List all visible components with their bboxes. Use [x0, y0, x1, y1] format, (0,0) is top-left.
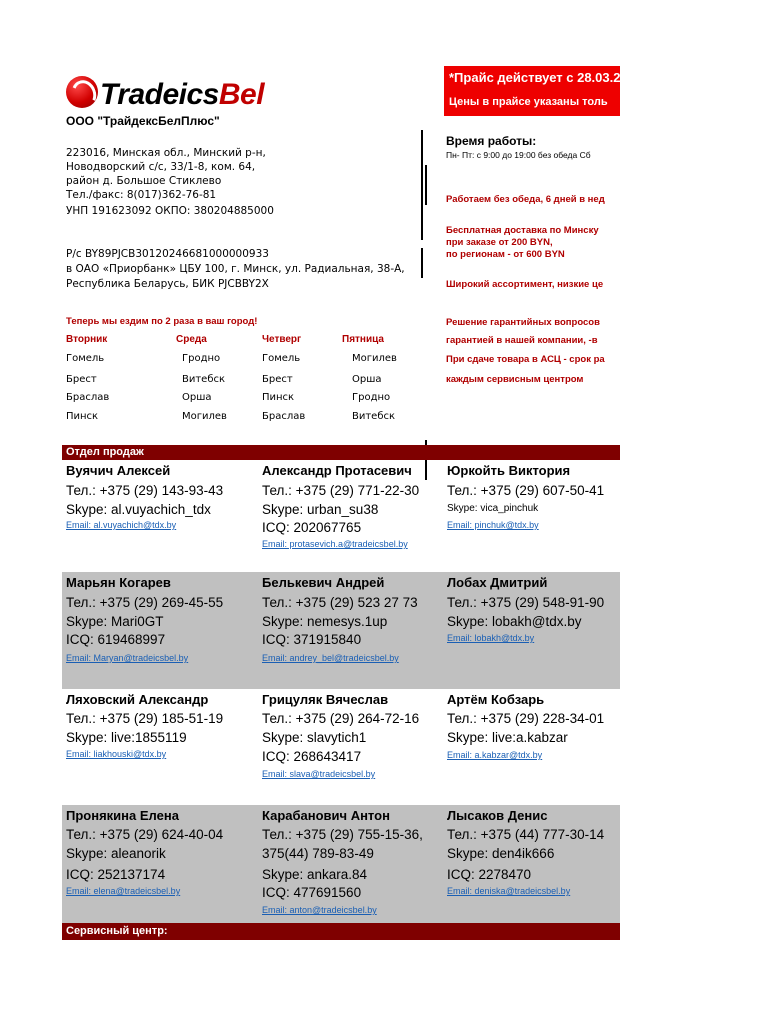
delivery-line: Бесплатная доставка по Минску — [446, 225, 599, 236]
contact-card — [447, 808, 620, 920]
schedule-city: Браслав — [262, 411, 306, 422]
contact-skype: Skype: aleanorik — [66, 846, 166, 861]
contact-name: Пронякина Елена — [66, 808, 179, 823]
schedule-city: Могилев — [182, 411, 227, 422]
contact-skype: Skype: live:a.kabzar — [447, 730, 568, 745]
warranty-line: Решение гарантийных вопросов — [446, 317, 600, 328]
contact-phone-secondary: 375(44) 789-83-49 — [262, 846, 374, 861]
contact-name: Белькевич Андрей — [262, 575, 385, 590]
contact-email-link[interactable]: Email: liakhouski@tdx.by — [66, 749, 167, 759]
schedule-city: Гродно — [352, 392, 391, 403]
contact-card — [66, 808, 246, 920]
schedule-city: Могилев — [352, 353, 397, 364]
schedule-city: Витебск — [182, 374, 226, 385]
schedule-city: Орша — [182, 392, 212, 403]
contact-phone: Тел.: +375 (29) 607-50-41 — [447, 483, 605, 498]
contact-phone: Тел.: +375 (44) 777-30-14 — [447, 827, 605, 842]
contact-card — [262, 692, 442, 792]
contact-skype: Skype: vica_pinchuk — [447, 503, 539, 514]
contact-email-link[interactable]: Email: andrey_bel@tradeicsbel.by — [262, 653, 399, 663]
contact-name: Карабанович Антон — [262, 808, 390, 823]
contact-skype: Skype: urban_su38 — [262, 502, 379, 517]
contact-phone: Тел.: +375 (29) 755-15-36, — [262, 827, 423, 842]
contact-skype: Skype: live:1855119 — [66, 730, 187, 745]
contact-skype: Skype: den4ik666 — [447, 846, 555, 861]
delivery-line: при заказе от 200 BYN, — [446, 237, 553, 248]
contact-icq: ICQ: 371915840 — [262, 632, 362, 647]
contact-name: Юркойть Виктория — [447, 463, 571, 478]
contact-email-link[interactable]: Email: anton@tradeicsbel.by — [262, 905, 377, 915]
divider — [421, 248, 423, 278]
contact-phone: Тел.: +375 (29) 269-45-55 — [66, 595, 224, 610]
schedule-city: Витебск — [352, 411, 396, 422]
contact-card — [262, 463, 442, 563]
contact-name: Александр Протасевич — [262, 463, 412, 478]
day-wednesday: Среда — [176, 334, 207, 345]
schedule-city: Пинск — [66, 411, 99, 422]
assortment-text: Широкий ассортимент, низкие це — [446, 279, 604, 290]
bank-account: Р/с BY89PJCB30120246681000000933 — [66, 248, 269, 260]
warranty-line: При сдаче товара в АСЦ - срок ра — [446, 354, 605, 365]
contact-name: Ляховский Александр — [66, 692, 209, 707]
schedule-city: Брест — [66, 374, 97, 385]
notice-prices: Цены в прайсе указаны толь — [449, 96, 608, 108]
delivery-line: по регионам - от 600 BYN — [446, 249, 565, 260]
schedule-city: Орша — [352, 374, 382, 385]
contact-phone: Тел.: +375 (29) 143-93-43 — [66, 483, 224, 498]
sales-section-header: Отдел продаж — [62, 445, 620, 460]
service-section-header: Сервисный центр: — [62, 923, 620, 940]
contact-icq: ICQ: 202067765 — [262, 520, 362, 535]
day-friday: Пятница — [342, 334, 384, 345]
contact-name: Вуячич Алексей — [66, 463, 171, 478]
schedule-city: Гомель — [66, 353, 105, 364]
address-line: Новодворский с/с, 33/1-8, ком. 64, — [66, 161, 256, 173]
contact-email-link[interactable]: Email: pinchuk@tdx.by — [447, 520, 539, 530]
contact-phone: Тел.: +375 (29) 771-22-30 — [262, 483, 420, 498]
contact-name: Лысаков Денис — [447, 808, 548, 823]
contact-icq: ICQ: 2278470 — [447, 867, 532, 882]
contact-skype: Skype: Mari0GT — [66, 614, 164, 629]
contact-icq: ICQ: 619468997 — [66, 632, 166, 647]
company-name: ООО "ТрайдексБелПлюс" — [66, 114, 220, 128]
contact-email-link[interactable]: Email: protasevich.a@tradeicsbel.by — [262, 539, 408, 549]
contact-skype: Skype: al.vuyachich_tdx — [66, 502, 211, 517]
schedule-city: Пинск — [262, 392, 295, 403]
contact-phone: Тел.: +375 (29) 523 27 73 — [262, 595, 418, 610]
contact-card — [447, 692, 620, 792]
phone-fax: Тел./факс: 8(017)362-76-81 — [66, 189, 217, 201]
contact-card — [66, 575, 246, 675]
contact-email-link[interactable]: Email: slava@tradeicsbel.by — [262, 769, 376, 779]
contact-card — [447, 575, 620, 675]
contact-skype: Skype: slavytich1 — [262, 730, 367, 745]
contact-icq: ICQ: 268643417 — [262, 749, 362, 764]
contact-icq: ICQ: 477691560 — [262, 885, 362, 900]
bank-name: в ОАО «Приорбанк» ЦБУ 100, г. Минск, ул. Радиальная, 38-А, — [66, 263, 405, 275]
contact-name: Грицуляк Вячеслав — [262, 692, 389, 707]
schedule-city: Гродно — [182, 353, 221, 364]
divider — [425, 165, 427, 205]
logo: TradeicsBel — [100, 78, 265, 111]
contact-icq: ICQ: 252137174 — [66, 867, 166, 882]
contact-skype: Skype: nemesys.1up — [262, 614, 388, 629]
contact-skype: Skype: ankara.84 — [262, 867, 368, 882]
contact-phone: Тел.: +375 (29) 264-72-16 — [262, 711, 420, 726]
contact-email-link[interactable]: Email: deniska@tradeicsbel.by — [447, 886, 571, 896]
contact-phone: Тел.: +375 (29) 624-40-04 — [66, 827, 224, 842]
contact-email-link[interactable]: Email: Maryan@tradeicsbel.by — [66, 653, 189, 663]
hours-text: Пн- Пт: с 9:00 до 19:00 без обеда Сб — [446, 150, 591, 160]
contact-card — [262, 575, 442, 675]
schedule-city: Гомель — [262, 353, 301, 364]
price-notice — [444, 66, 620, 116]
no-lunch-text: Работаем без обеда, 6 дней в нед — [446, 194, 605, 205]
contact-phone: Тел.: +375 (29) 548-91-90 — [447, 595, 605, 610]
contact-name: Лобах Дмитрий — [447, 575, 548, 590]
contact-skype: Skype: lobakh@tdx.by — [447, 614, 582, 629]
bank-bic: Республика Беларусь, БИК PJCBBY2X — [66, 278, 269, 290]
contact-email-link[interactable]: Email: elena@tradeicsbel.by — [66, 886, 181, 896]
contact-email-link[interactable]: Email: al.vuyachich@tdx.by — [66, 520, 177, 530]
address-line: район д. Большое Стиклево — [66, 175, 222, 187]
contact-card — [66, 463, 246, 563]
contact-name: Марьян Когарев — [66, 575, 171, 590]
hours-title: Время работы: — [446, 134, 537, 148]
logo-globe-icon — [66, 76, 98, 108]
schedule-title: Теперь мы ездим по 2 раза в ваш город! — [66, 316, 258, 327]
contact-phone: Тел.: +375 (29) 185-51-19 — [66, 711, 224, 726]
unp-okpo: УНП 191623092 ОКПО: 380204885000 — [66, 205, 274, 217]
day-tuesday: Вторник — [66, 334, 108, 345]
contact-card — [262, 808, 442, 920]
warranty-line: гарантией в нашей компании, -в — [446, 335, 598, 346]
schedule-city: Брест — [262, 374, 293, 385]
contact-email-link[interactable]: Email: a.kabzar@tdx.by — [447, 750, 543, 760]
contact-card — [66, 692, 246, 792]
contact-card — [447, 463, 620, 563]
contact-phone: Тел.: +375 (29) 228-34-01 — [447, 711, 605, 726]
divider — [421, 130, 423, 240]
warranty-line: каждым сервисным центром — [446, 374, 584, 385]
contact-name: Артём Кобзарь — [447, 692, 545, 707]
contact-email-link[interactable]: Email: lobakh@tdx.by — [447, 633, 535, 643]
day-thursday: Четверг — [262, 334, 302, 345]
schedule-city: Браслав — [66, 392, 110, 403]
notice-date: *Прайс действует с 28.03.2 — [449, 70, 620, 85]
address-line: 223016, Минская обл., Минский р-н, — [66, 147, 266, 159]
